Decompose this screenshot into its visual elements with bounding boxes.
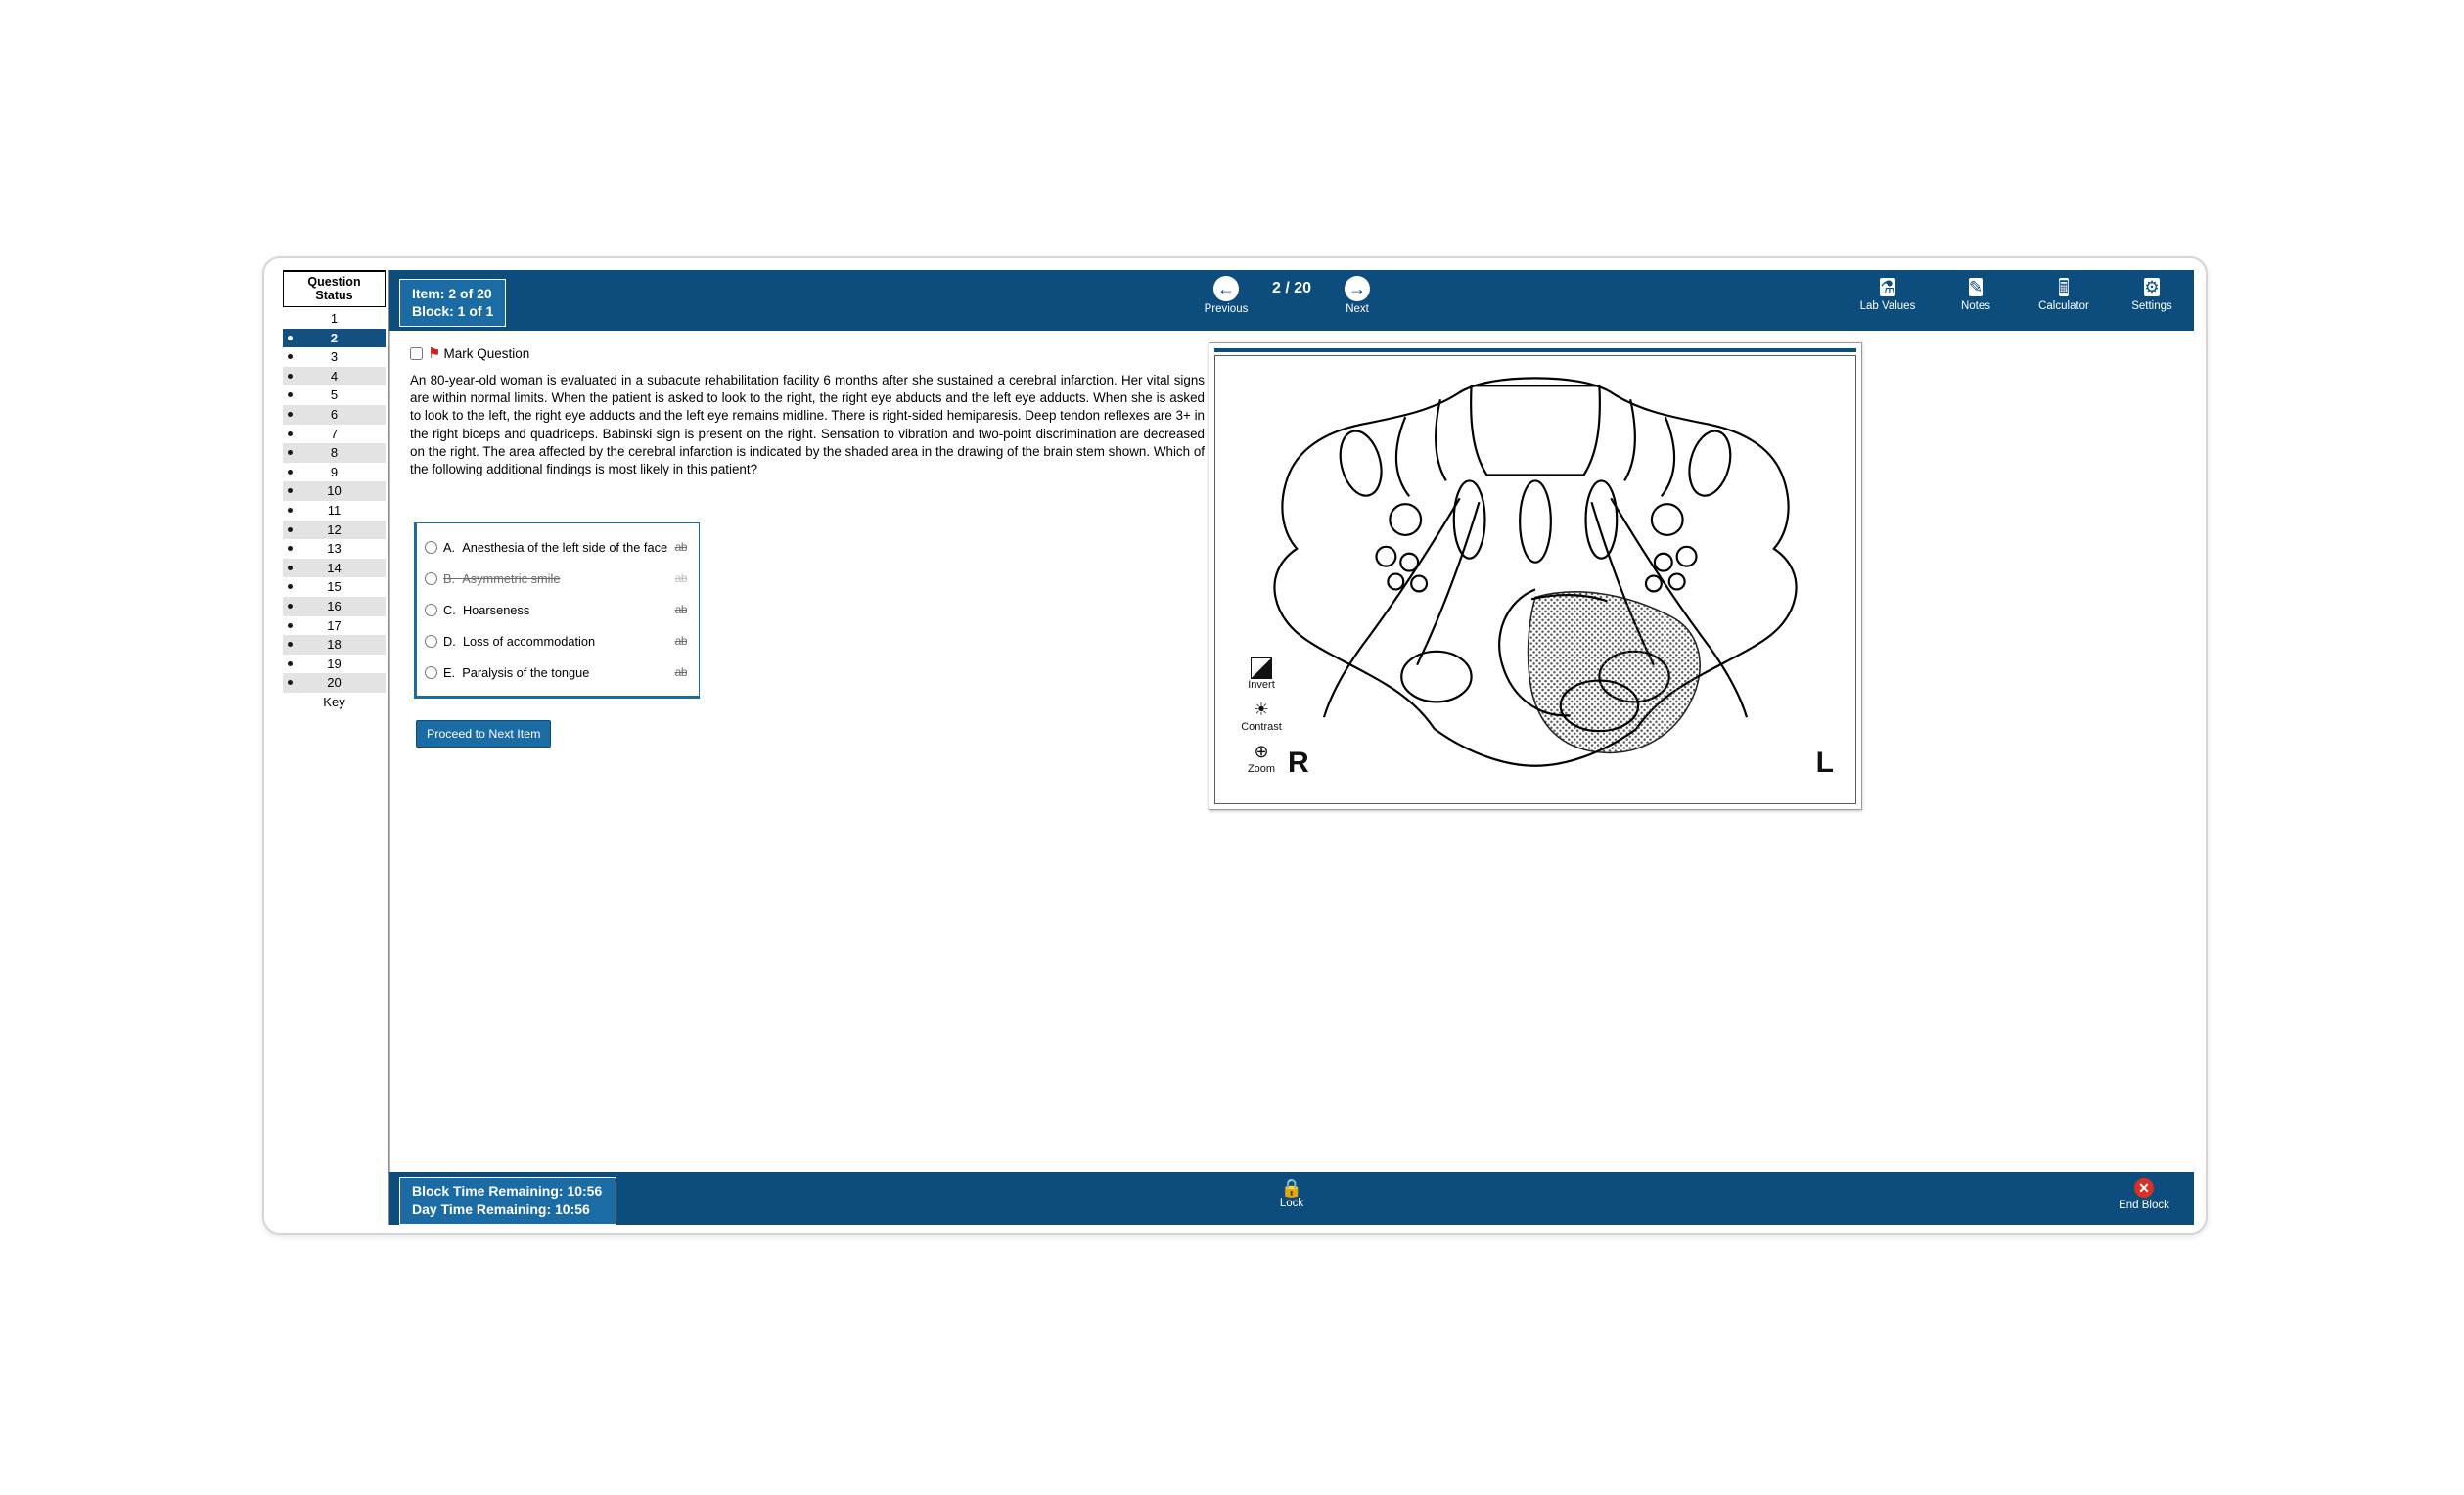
- previous-label: Previous: [1204, 303, 1249, 315]
- settings-button[interactable]: [2122, 276, 2182, 312]
- item-indicator-text: Item: 2 of 20: [412, 286, 492, 301]
- bottom-toolbar: [389, 1172, 2194, 1225]
- question-status-item-10[interactable]: [283, 481, 386, 501]
- question-status-item-label: 3: [330, 349, 339, 365]
- arrow-right-icon: →: [1345, 276, 1370, 301]
- arrow-left-icon: ←: [1213, 276, 1239, 301]
- answer-letter-c: C.: [443, 602, 456, 617]
- lock-button[interactable]: [1280, 1178, 1303, 1209]
- question-status-item-label: 17: [327, 617, 342, 633]
- question-status-item-4[interactable]: [283, 367, 386, 386]
- proceed-to-next-item-button[interactable]: Proceed to Next Item: [416, 720, 551, 748]
- mark-question-label: Mark Question: [443, 345, 530, 361]
- answer-text-c: Hoarseness: [462, 602, 530, 617]
- answer-option-d[interactable]: [417, 625, 699, 657]
- answer-radio-e[interactable]: [425, 666, 437, 679]
- question-status-item-8[interactable]: [283, 443, 386, 463]
- strikeout-button-c[interactable]: ab: [674, 603, 687, 616]
- magnifier-plus-icon: ⊕: [1254, 742, 1269, 761]
- top-toolbar: [389, 270, 2194, 331]
- question-status-item-5[interactable]: [283, 385, 386, 405]
- question-status-item-12[interactable]: [283, 521, 386, 540]
- item-block-indicator: [399, 279, 506, 327]
- question-status-item-label: 11: [327, 502, 342, 518]
- question-status-title-line1: Question: [307, 275, 361, 289]
- time-remaining-box: [399, 1177, 616, 1225]
- strikeout-button-a[interactable]: ab: [674, 540, 687, 554]
- flask-icon: ⚗: [1880, 278, 1895, 296]
- day-time-remaining: Day Time Remaining: 10:56: [412, 1201, 590, 1217]
- question-stem: An 80-year-old woman is evaluated in a subacute rehabilitation facility 6 months after she sustained a cerebral infarction. Her vital signs are within normal limits. When the patient is asked to look to the right, the right eye abducts and the left eye adducts. When she is asked to look to the left, the right eye adducts and the left eye remains midline. There is right-sided hemiparesis. Deep tendon reflexes are 3+ in the right biceps and quadriceps. Babinski sign is present on the right. Sensation to vibration and two-point discrimination are decreased on the right. The area affected by the cerebral infarction is indicated by the shaded area in the drawing of the brain stem shown. Which of the following additional findings is most likely in this patient?: [410, 373, 1205, 477]
- zoom-button[interactable]: [1233, 740, 1290, 775]
- lock-icon: 🔒: [1280, 1178, 1303, 1198]
- question-status-item-label: Key: [323, 694, 345, 709]
- answer-option-a[interactable]: [417, 531, 699, 563]
- end-block-button[interactable]: [2110, 1178, 2178, 1211]
- pencil-icon: ✎: [1968, 278, 1984, 296]
- answer-option-c[interactable]: [417, 594, 699, 625]
- notes-label: Notes: [1960, 300, 1991, 312]
- invert-icon: [1251, 657, 1272, 679]
- question-status-item-label: 16: [327, 598, 342, 613]
- question-status-item-label: 15: [327, 579, 342, 595]
- answer-choices: [414, 522, 700, 699]
- contrast-button[interactable]: [1233, 698, 1290, 733]
- tool-buttons: [1857, 276, 2182, 312]
- answer-letter-e: E.: [443, 664, 456, 680]
- question-status-item-18[interactable]: [283, 635, 386, 655]
- question-status-item-3[interactable]: [283, 347, 386, 367]
- question-status-item-16[interactable]: [283, 597, 386, 616]
- question-status-item-7[interactable]: [283, 425, 386, 444]
- question-status-item-11[interactable]: [283, 501, 386, 521]
- strikeout-button-b[interactable]: ab: [674, 571, 687, 585]
- answer-letter-a: A.: [443, 539, 456, 555]
- calculator-icon: 🖩: [2058, 278, 2070, 296]
- question-status-item-label: 7: [330, 426, 339, 441]
- calculator-button[interactable]: [2033, 276, 2094, 312]
- question-status-panel: [280, 270, 389, 1225]
- question-status-item-label: 12: [327, 521, 342, 537]
- image-tool-strip: [1233, 657, 1290, 782]
- question-status-item-17[interactable]: [283, 616, 386, 636]
- invert-label: Invert: [1248, 679, 1275, 691]
- exam-inner: [280, 270, 2194, 1225]
- answer-text-d: Loss of accommodation: [462, 633, 596, 649]
- strikeout-button-e[interactable]: ab: [674, 665, 687, 679]
- question-status-item-1[interactable]: [283, 309, 386, 329]
- next-button[interactable]: [1329, 276, 1386, 315]
- question-status-item-label: 19: [327, 656, 342, 671]
- question-status-header: [283, 270, 386, 307]
- question-status-list: [283, 309, 386, 711]
- question-status-item-9[interactable]: [283, 463, 386, 482]
- answer-radio-a[interactable]: [425, 541, 437, 554]
- media-panel: [1209, 342, 1862, 810]
- invert-button[interactable]: [1233, 657, 1290, 691]
- media-accent-bar: [1214, 348, 1856, 352]
- question-status-item-19[interactable]: [283, 655, 386, 674]
- question-status-item-14[interactable]: [283, 559, 386, 578]
- navigation-controls: [1198, 276, 1386, 315]
- question-status-item-label: 2: [330, 330, 339, 345]
- answer-letter-b: B.: [443, 570, 456, 586]
- contrast-label: Contrast: [1241, 721, 1282, 733]
- question-status-item-label: 20: [327, 675, 342, 691]
- answer-option-e[interactable]: [417, 657, 699, 688]
- block-time-remaining: Block Time Remaining: 10:56: [412, 1183, 603, 1199]
- lab-values-label: Lab Values: [1859, 300, 1916, 312]
- answer-text-e: Paralysis of the tongue: [462, 664, 590, 680]
- question-status-item-20[interactable]: [283, 673, 386, 693]
- zoom-label: Zoom: [1247, 763, 1276, 775]
- lab-values-button[interactable]: [1857, 276, 1918, 312]
- answer-text-a: Anesthesia of the left side of the face: [462, 539, 668, 555]
- exam-window: [262, 256, 2208, 1235]
- next-label: Next: [1346, 303, 1369, 315]
- lock-label: Lock: [1279, 1198, 1304, 1209]
- answer-letter-d: D.: [443, 633, 456, 649]
- brain-stem-diagram: [1215, 356, 1855, 803]
- brightness-icon: ☀: [1253, 700, 1270, 719]
- flag-icon: ⚑: [428, 345, 441, 362]
- question-counter: 2 / 20: [1271, 280, 1312, 296]
- question-status-item-13[interactable]: [283, 539, 386, 559]
- question-status-item-label: 13: [327, 541, 342, 557]
- answer-radio-c[interactable]: [425, 604, 437, 616]
- settings-label: Settings: [2131, 300, 2172, 312]
- mark-question-row[interactable]: [410, 344, 529, 362]
- question-status-item-label: 4: [330, 368, 339, 384]
- strikeout-button-d[interactable]: ab: [674, 634, 687, 648]
- previous-button[interactable]: [1198, 276, 1255, 315]
- media-image-frame: [1214, 355, 1856, 804]
- question-status-item-key[interactable]: [283, 693, 386, 712]
- answer-text-b: Asymmetric smile: [462, 570, 561, 586]
- question-status-item-15[interactable]: [283, 577, 386, 597]
- question-content: [389, 331, 2194, 1172]
- question-status-item-6[interactable]: [283, 405, 386, 425]
- question-status-item-label: 8: [330, 445, 339, 461]
- answer-radio-d[interactable]: [425, 635, 437, 648]
- question-status-item-label: 5: [330, 387, 339, 403]
- answer-radio-b[interactable]: [425, 572, 437, 585]
- question-status-item-2[interactable]: [283, 329, 386, 348]
- left-side-marker: L: [1815, 747, 1834, 779]
- mark-question-checkbox[interactable]: [410, 347, 423, 360]
- right-side-marker: R: [1288, 747, 1309, 779]
- question-status-item-label: 18: [327, 637, 342, 653]
- question-status-item-label: 6: [330, 406, 339, 422]
- notes-button[interactable]: [1945, 276, 2006, 312]
- close-circle-icon: ✕: [2134, 1178, 2154, 1198]
- calculator-label: Calculator: [2038, 300, 2089, 312]
- gear-icon: ⚙: [2144, 278, 2160, 296]
- question-status-item-label: 14: [327, 560, 342, 575]
- end-block-label: End Block: [2119, 1200, 2169, 1211]
- question-status-title-line2: Status: [315, 289, 353, 302]
- question-status-item-label: 9: [330, 464, 339, 479]
- answer-option-b[interactable]: [417, 563, 699, 594]
- block-indicator-text: Block: 1 of 1: [412, 303, 494, 319]
- question-status-item-label: 1: [330, 311, 339, 326]
- question-status-item-label: 10: [327, 483, 342, 499]
